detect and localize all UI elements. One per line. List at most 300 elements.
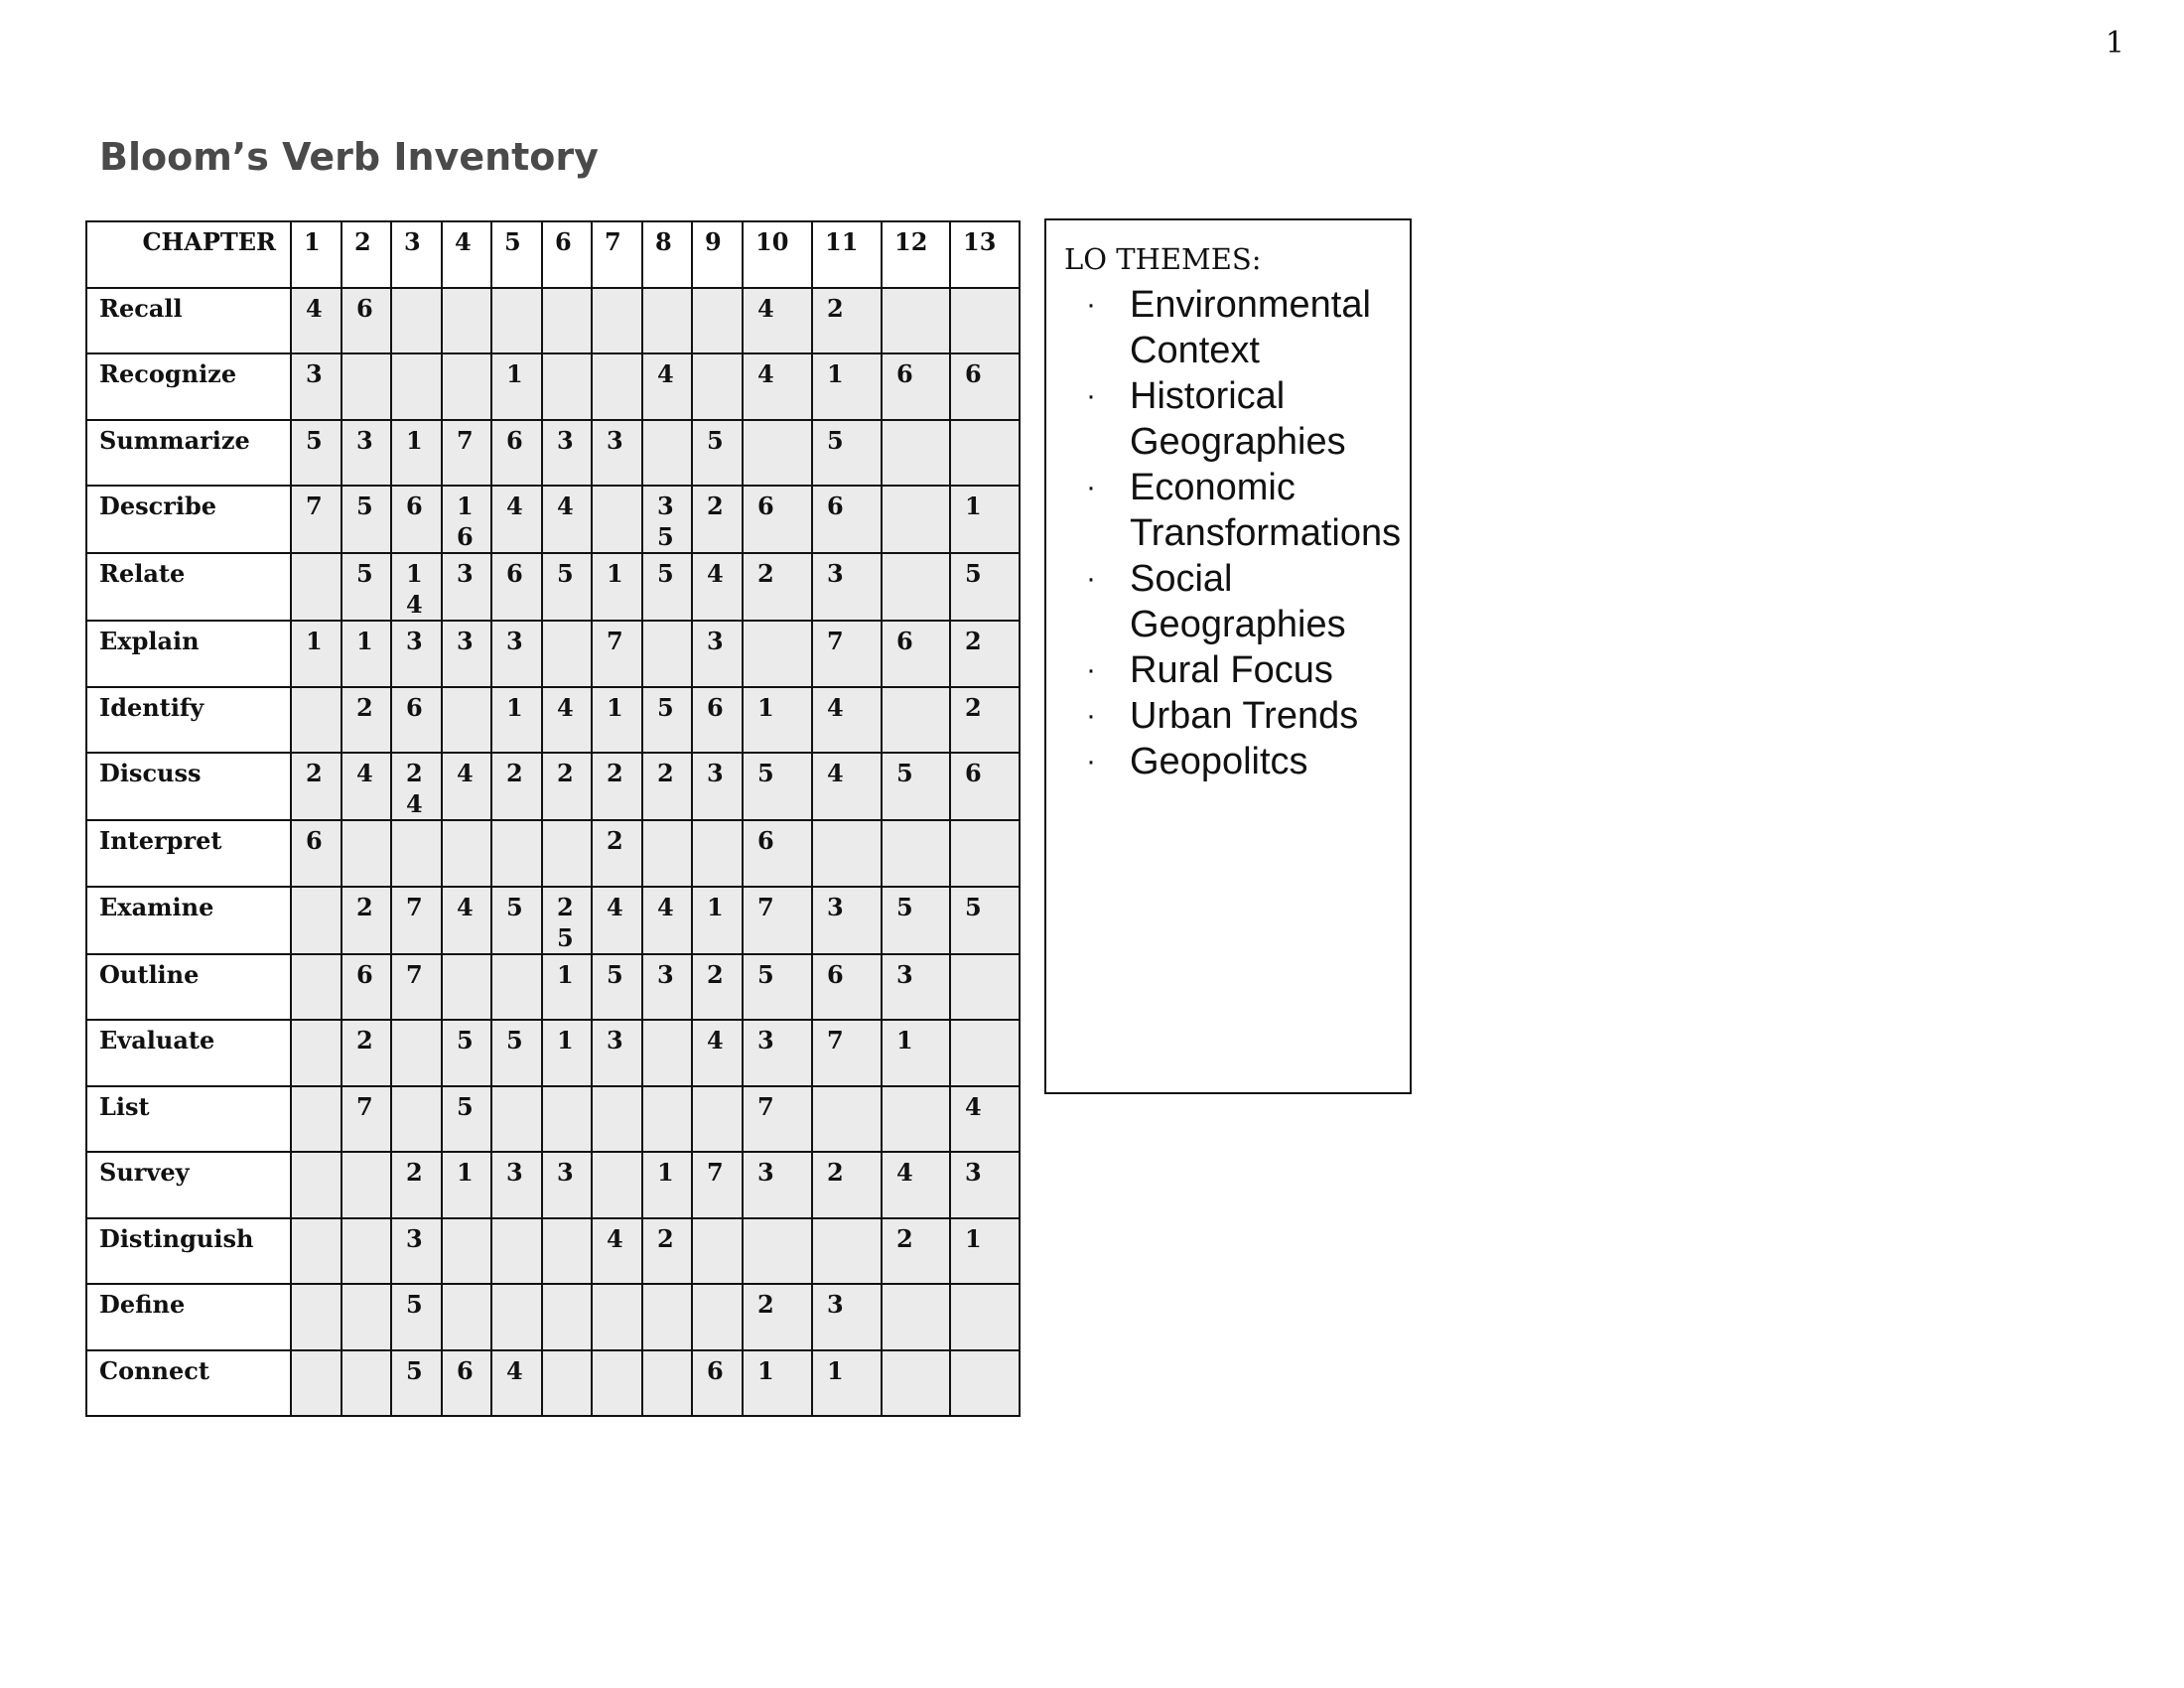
count-cell	[642, 753, 692, 820]
count-value: 3	[356, 425, 373, 455]
count-value: 6	[457, 1355, 474, 1385]
count-cell	[442, 1350, 491, 1417]
count-cell	[692, 887, 743, 954]
count-cell	[743, 553, 812, 621]
count-cell	[950, 687, 1020, 754]
count-cell	[291, 553, 341, 621]
chapter-number: 2	[354, 227, 371, 256]
theme-label: Economic Transformations	[1130, 467, 1402, 554]
count-cell	[743, 753, 812, 820]
count-cell	[642, 288, 692, 354]
verb-label: Recall	[99, 293, 183, 323]
verb-label: Examine	[99, 892, 214, 921]
table-row	[86, 621, 1020, 687]
header-chapter-cell	[812, 221, 882, 288]
table-row	[86, 820, 1020, 887]
count-cell	[442, 1152, 491, 1218]
count-cell	[391, 1218, 442, 1285]
count-cell	[341, 486, 391, 553]
count-cell	[592, 1152, 642, 1218]
count-cell	[291, 1086, 341, 1153]
count-cell	[642, 887, 692, 954]
count-value: 5	[356, 559, 373, 588]
theme-item	[1086, 556, 1410, 647]
count-cell	[341, 621, 391, 687]
count-value: 6	[757, 826, 774, 855]
verb-cell	[86, 553, 291, 621]
count-cell	[542, 1086, 592, 1153]
count-cell	[812, 820, 882, 887]
count-cell	[692, 621, 743, 687]
count-cell	[743, 1152, 812, 1218]
count-value: 2	[657, 1223, 674, 1253]
count-cell	[491, 1020, 542, 1086]
count-value: 1	[757, 692, 774, 722]
count-cell	[950, 1020, 1020, 1086]
count-cell	[491, 687, 542, 754]
count-cell	[291, 954, 341, 1021]
count-cell	[341, 1218, 391, 1285]
count-cell	[882, 887, 950, 954]
count-cell	[542, 420, 592, 487]
count-cell	[341, 353, 391, 420]
count-cell	[812, 1350, 882, 1417]
verb-cell	[86, 420, 291, 487]
table-row	[86, 486, 1020, 553]
table-row	[86, 687, 1020, 754]
count-cell	[743, 1284, 812, 1350]
count-cell	[950, 954, 1020, 1021]
count-cell	[950, 1086, 1020, 1153]
header-chapter-label: CHAPTER	[142, 227, 276, 256]
count-cell	[812, 887, 882, 954]
verb-label: Recognize	[99, 359, 237, 388]
count-cell	[592, 420, 642, 487]
theme-label: Social Geographies	[1130, 558, 1346, 645]
count-value: 1	[506, 359, 523, 388]
count-value: 3	[827, 559, 844, 588]
count-value: 5	[896, 759, 913, 787]
count-value: 1	[557, 959, 574, 989]
count-cell	[491, 1350, 542, 1417]
count-value: 2	[306, 759, 323, 787]
count-value: 3	[306, 359, 323, 388]
count-value: 5	[607, 959, 623, 989]
count-value: 6	[406, 692, 423, 722]
count-value: 4	[827, 759, 844, 787]
count-cell	[391, 420, 442, 487]
count-cell	[542, 353, 592, 420]
count-value: 6	[896, 627, 913, 655]
count-cell	[743, 887, 812, 954]
verb-cell	[86, 288, 291, 354]
verb-label: Describe	[99, 492, 217, 520]
count-value: 5	[657, 559, 674, 588]
table-row	[86, 753, 1020, 820]
count-value: 6	[965, 359, 982, 388]
count-cell	[491, 486, 542, 553]
bullet-icon: ·	[1086, 562, 1096, 595]
count-value: 2	[557, 759, 574, 787]
count-cell	[812, 1152, 882, 1218]
bullet-icon: ·	[1086, 288, 1096, 321]
count-cell	[642, 1350, 692, 1417]
bullet-icon: ·	[1086, 379, 1096, 412]
count-cell	[391, 288, 442, 354]
count-cell	[391, 753, 442, 820]
count-cell	[882, 753, 950, 820]
count-cell	[542, 288, 592, 354]
count-value: 6	[356, 959, 373, 989]
count-value: 5	[657, 692, 674, 722]
count-value: 7	[457, 425, 474, 455]
count-value: 3	[965, 1158, 982, 1187]
count-cell	[491, 1152, 542, 1218]
count-value: 1	[827, 359, 844, 388]
verb-label: Interpret	[99, 826, 222, 855]
header-chapter-cell	[341, 221, 391, 288]
count-value: 3	[406, 1223, 423, 1253]
count-cell	[542, 1284, 592, 1350]
count-cell	[642, 420, 692, 487]
count-value: 4	[506, 1355, 523, 1385]
count-value: 1	[406, 425, 423, 455]
count-value: 2	[657, 759, 674, 787]
count-cell	[642, 486, 692, 553]
count-cell	[812, 687, 882, 754]
count-value: 3	[406, 627, 423, 655]
count-cell	[692, 353, 743, 420]
count-value: 7	[406, 892, 423, 921]
verb-cell	[86, 486, 291, 553]
verb-label: List	[99, 1091, 150, 1121]
count-cell	[950, 553, 1020, 621]
count-cell	[341, 288, 391, 354]
count-cell	[291, 1350, 341, 1417]
header-chapter-cell	[592, 221, 642, 288]
count-cell	[950, 486, 1020, 553]
verb-label: Outline	[99, 959, 200, 989]
count-cell	[442, 820, 491, 887]
count-value: 6	[506, 425, 523, 455]
verb-label: Discuss	[99, 759, 202, 787]
count-value: 2	[757, 1290, 774, 1319]
count-cell	[592, 820, 642, 887]
count-value: 1	[965, 492, 982, 520]
count-value: 3	[506, 627, 523, 655]
count-cell	[812, 420, 882, 487]
verb-label: Survey	[99, 1158, 190, 1187]
count-cell	[642, 553, 692, 621]
count-value: 3	[707, 759, 724, 787]
count-cell	[542, 1350, 592, 1417]
count-cell	[692, 420, 743, 487]
count-cell	[882, 288, 950, 354]
count-value: 4	[827, 692, 844, 722]
count-cell	[341, 1350, 391, 1417]
bullet-icon: ·	[1086, 653, 1096, 686]
count-cell	[642, 1086, 692, 1153]
count-cell	[950, 1284, 1020, 1350]
count-cell	[743, 621, 812, 687]
bullet-icon: ·	[1086, 745, 1096, 777]
count-value: 5	[506, 892, 523, 921]
count-cell	[950, 753, 1020, 820]
count-cell	[692, 954, 743, 1021]
count-cell	[743, 486, 812, 553]
count-cell	[882, 486, 950, 553]
count-cell	[882, 353, 950, 420]
verb-label: Identify	[99, 692, 205, 722]
count-value: 3	[707, 627, 724, 655]
verb-cell	[86, 621, 291, 687]
table-row	[86, 420, 1020, 487]
theme-label: Geopolitcs	[1130, 741, 1308, 782]
header-chapter-cell	[743, 221, 812, 288]
count-cell	[743, 1218, 812, 1285]
verb-cell	[86, 887, 291, 954]
verb-cell	[86, 820, 291, 887]
count-cell	[291, 1152, 341, 1218]
count-cell	[743, 820, 812, 887]
count-value: 5	[457, 1026, 474, 1055]
count-cell	[950, 1152, 1020, 1218]
count-cell	[812, 1218, 882, 1285]
count-cell	[442, 1020, 491, 1086]
count-cell	[950, 621, 1020, 687]
count-cell	[642, 621, 692, 687]
count-cell	[950, 353, 1020, 420]
count-cell	[341, 753, 391, 820]
count-cell	[692, 553, 743, 621]
count-cell	[542, 753, 592, 820]
count-cell	[442, 1284, 491, 1350]
count-cell	[391, 553, 442, 621]
count-cell	[642, 353, 692, 420]
count-cell	[812, 1284, 882, 1350]
count-cell	[592, 553, 642, 621]
count-cell	[642, 1218, 692, 1285]
table-row	[86, 1218, 1020, 1285]
count-value: 5	[965, 559, 982, 588]
count-value: 3	[827, 892, 844, 921]
count-cell	[341, 1284, 391, 1350]
count-cell	[743, 1350, 812, 1417]
count-cell	[491, 753, 542, 820]
header-chapter-cell	[442, 221, 491, 288]
count-value: 4	[707, 559, 724, 588]
count-value: 5	[356, 492, 373, 520]
count-value: 2	[356, 1026, 373, 1055]
count-cell	[812, 288, 882, 354]
count-cell	[491, 1086, 542, 1153]
count-value: 7	[707, 1158, 724, 1187]
count-value: 35	[657, 492, 674, 551]
count-cell	[391, 1284, 442, 1350]
count-cell	[442, 486, 491, 553]
count-cell	[391, 353, 442, 420]
table-row	[86, 1020, 1020, 1086]
count-cell	[592, 621, 642, 687]
header-chapter-cell	[950, 221, 1020, 288]
count-value: 1	[306, 627, 323, 655]
count-cell	[491, 353, 542, 420]
count-value: 7	[607, 627, 623, 655]
count-cell	[542, 1218, 592, 1285]
verb-label: Evaluate	[99, 1026, 215, 1055]
verb-label: Distinguish	[99, 1223, 254, 1253]
count-value: 4	[657, 892, 674, 921]
count-value: 1	[657, 1158, 674, 1187]
count-cell	[391, 486, 442, 553]
count-cell	[341, 1020, 391, 1086]
count-cell	[442, 954, 491, 1021]
count-cell	[291, 1284, 341, 1350]
verb-cell	[86, 1350, 291, 1417]
count-cell	[812, 353, 882, 420]
chapter-number: 4	[455, 227, 472, 256]
count-cell	[642, 954, 692, 1021]
count-value: 14	[406, 559, 423, 619]
count-cell	[692, 486, 743, 553]
count-cell	[391, 1152, 442, 1218]
count-cell	[291, 621, 341, 687]
count-value: 2	[965, 692, 982, 722]
count-cell	[950, 820, 1020, 887]
count-value: 6	[506, 559, 523, 588]
count-value: 4	[965, 1091, 982, 1121]
header-chapter-cell	[542, 221, 592, 288]
count-cell	[341, 420, 391, 487]
count-cell	[542, 553, 592, 621]
header-chapter-label-cell	[86, 221, 291, 288]
count-cell	[391, 887, 442, 954]
count-cell	[692, 1284, 743, 1350]
count-cell	[291, 820, 341, 887]
count-cell	[950, 1218, 1020, 1285]
count-cell	[491, 420, 542, 487]
count-value: 3	[607, 1026, 623, 1055]
count-cell	[391, 1086, 442, 1153]
count-value: 6	[965, 759, 982, 787]
count-cell	[743, 288, 812, 354]
count-value: 2	[965, 627, 982, 655]
theme-item	[1086, 282, 1410, 373]
count-cell	[341, 553, 391, 621]
count-cell	[491, 621, 542, 687]
count-cell	[542, 1020, 592, 1086]
count-cell	[592, 954, 642, 1021]
count-cell	[291, 353, 341, 420]
count-cell	[882, 553, 950, 621]
count-cell	[950, 887, 1020, 954]
verb-cell	[86, 687, 291, 754]
page-number: 1	[2105, 26, 2124, 61]
table-row	[86, 1086, 1020, 1153]
count-value: 6	[707, 1355, 724, 1385]
count-cell	[491, 1218, 542, 1285]
count-value: 1	[457, 1158, 474, 1187]
count-value: 7	[827, 627, 844, 655]
verb-cell	[86, 1086, 291, 1153]
count-value: 5	[707, 425, 724, 455]
count-cell	[882, 621, 950, 687]
count-cell	[812, 753, 882, 820]
verb-label: Summarize	[99, 425, 250, 455]
count-cell	[341, 954, 391, 1021]
count-cell	[491, 954, 542, 1021]
count-cell	[291, 486, 341, 553]
chapter-number: 9	[705, 227, 722, 256]
count-cell	[812, 553, 882, 621]
count-cell	[882, 954, 950, 1021]
table-row	[86, 288, 1020, 354]
count-value: 2	[757, 559, 774, 588]
count-value: 5	[406, 1355, 423, 1385]
count-value: 6	[896, 359, 913, 388]
theme-label: Urban Trends	[1130, 695, 1359, 737]
count-value: 4	[457, 892, 474, 921]
count-value: 5	[506, 1026, 523, 1055]
count-value: 1	[896, 1026, 913, 1055]
count-cell	[341, 1152, 391, 1218]
verb-cell	[86, 1284, 291, 1350]
count-value: 3	[896, 959, 913, 989]
lo-themes-title: LO THEMES:	[1064, 242, 1262, 276]
count-cell	[743, 1086, 812, 1153]
count-value: 2	[506, 759, 523, 787]
count-cell	[491, 887, 542, 954]
verb-cell	[86, 1152, 291, 1218]
count-cell	[692, 1218, 743, 1285]
count-cell	[882, 1086, 950, 1153]
count-cell	[812, 621, 882, 687]
count-cell	[692, 1152, 743, 1218]
count-value: 4	[607, 892, 623, 921]
count-cell	[592, 288, 642, 354]
count-value: 16	[457, 492, 474, 551]
count-value: 2	[707, 959, 724, 989]
count-value: 5	[896, 892, 913, 921]
count-value: 4	[707, 1026, 724, 1055]
table-row	[86, 553, 1020, 621]
chapter-number: 11	[825, 227, 859, 256]
count-cell	[812, 1020, 882, 1086]
verb-label: Define	[99, 1290, 186, 1319]
count-value: 5	[757, 759, 774, 787]
count-value: 6	[707, 692, 724, 722]
count-value: 3	[607, 425, 623, 455]
table-row	[86, 1152, 1020, 1218]
count-value: 3	[457, 627, 474, 655]
count-cell	[692, 687, 743, 754]
count-cell	[491, 1284, 542, 1350]
count-cell	[291, 1218, 341, 1285]
count-value: 4	[757, 293, 774, 323]
count-value: 6	[827, 959, 844, 989]
count-cell	[491, 553, 542, 621]
count-cell	[812, 1086, 882, 1153]
count-value: 3	[757, 1026, 774, 1055]
count-cell	[743, 420, 812, 487]
count-cell	[542, 1152, 592, 1218]
verb-label: Connect	[99, 1355, 209, 1385]
count-value: 3	[757, 1158, 774, 1187]
count-value: 1	[965, 1223, 982, 1253]
theme-item	[1086, 693, 1410, 739]
chapter-number: 1	[304, 227, 321, 256]
count-cell	[391, 954, 442, 1021]
